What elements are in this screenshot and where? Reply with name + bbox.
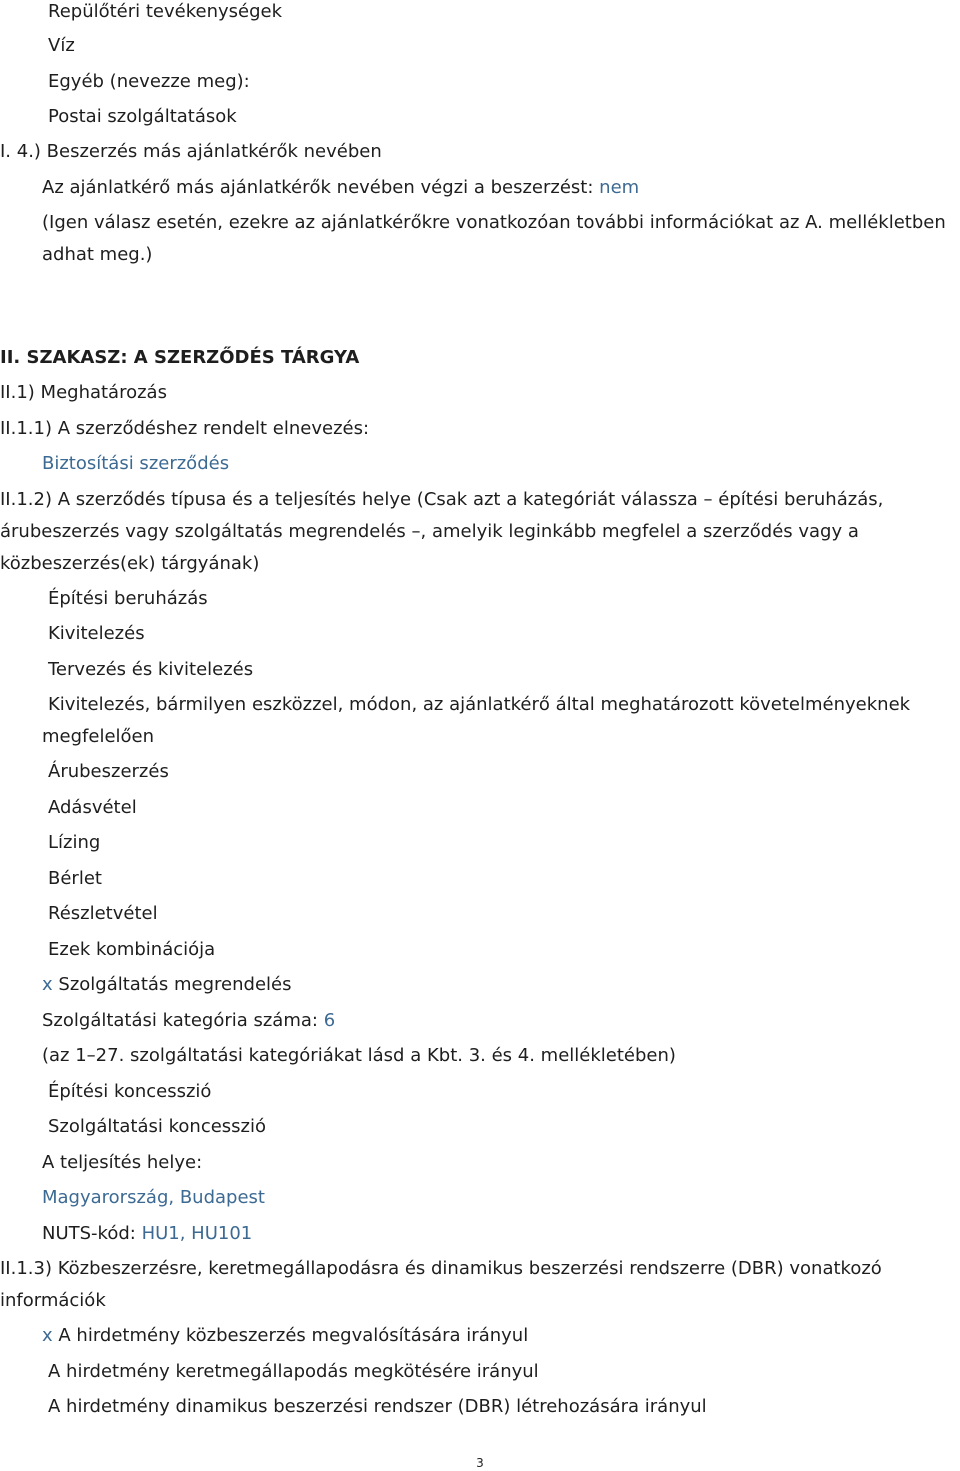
option-kozbeszerzes	[42, 1324, 528, 1348]
section-ii11-label: II.1.1) A szerződéshez rendelt elnevezés:	[0, 418, 370, 439]
section-ii12-text: II.1.2) A szerződés típusa és a teljesítés helye (Csak azt a kategóriát válassza – építési beruházás,	[0, 489, 884, 510]
section-i4-question	[42, 176, 639, 200]
kategoria-value: 6	[323, 1010, 336, 1031]
section-ii12-text-3: közbeszerzés(ek) tárgyának)	[0, 553, 260, 574]
option-kombinacio: Ezek kombinációja	[48, 939, 216, 960]
option-szolg-koncesszio: Szolgáltatási koncesszió	[48, 1116, 267, 1137]
answer-value: nem	[599, 177, 640, 198]
option-adasvetel: Adásvétel	[48, 797, 137, 818]
question-text: Az ajánlatkérő más ajánlatkérők nevében végzi a beszerzést:	[42, 177, 594, 198]
option-keretmegallapodas: A hirdetmény keretmegállapodás megkötésére irányul	[48, 1361, 539, 1382]
option-egyeb: Egyéb (nevezze meg):	[48, 71, 250, 92]
section-ii-title: II. SZAKASZ: A SZERZŐDÉS TÁRGYA	[0, 347, 360, 368]
section-i4-heading: I. 4.) Beszerzés más ajánlatkérők nevében	[0, 141, 382, 162]
option-dbr: A hirdetmény dinamikus beszerzési rendszer (DBR) létrehozására irányul	[48, 1396, 707, 1417]
section-ii13-heading: II.1.3) Közbeszerzésre, keretmegállapodásra és dinamikus beszerzési rendszerre (DBR) vonatkozó	[0, 1258, 882, 1279]
section-ii1-heading: II.1) Meghatározás	[0, 382, 167, 403]
helye-label: A teljesítés helye:	[42, 1152, 203, 1173]
selected-mark: x	[42, 974, 53, 995]
option-arubeszerzes: Árubeszerzés	[48, 761, 169, 782]
option-lizing: Lízing	[48, 832, 101, 853]
selected-mark: x	[42, 1325, 53, 1346]
nuts-value: HU1, HU101	[141, 1223, 253, 1244]
page-number: 3	[476, 1456, 484, 1470]
option-epitesi-beruhazas: Építési beruházás	[48, 588, 208, 609]
option-reszletvetel: Részletvétel	[48, 903, 158, 924]
option-kivitelezes: Kivitelezés	[48, 623, 145, 644]
section-i4-note-cont: adhat meg.)	[42, 244, 153, 265]
option-berlet: Bérlet	[48, 868, 102, 889]
option-viz: Víz	[48, 35, 75, 56]
section-ii11-value: Biztosítási szerződés	[42, 453, 230, 474]
kategoria-note: (az 1–27. szolgáltatási kategóriákat lásd a Kbt. 3. és 4. mellékletében)	[42, 1045, 676, 1066]
nuts-label: NUTS-kód:	[42, 1223, 136, 1244]
section-ii12-text-2: árubeszerzés vagy szolgáltatás megrendelés –, amelyik leginkább megfelel a szerződés vagy a	[0, 521, 859, 542]
option-kozbeszerzes-label: A hirdetmény közbeszerzés megvalósítására irányul	[58, 1325, 529, 1346]
option-kivitelezes-barmilyen: Kivitelezés, bármilyen eszközzel, módon, az ajánlatkérő által meghatározott követelményeknek	[48, 694, 911, 715]
option-tervezes: Tervezés és kivitelezés	[48, 659, 254, 680]
section-i4-note: (Igen válasz esetén, ezekre az ajánlatkérőkre vonatkozóan további információkat az A. mellékletben	[42, 212, 946, 233]
helye-value: Magyarország, Budapest	[42, 1187, 265, 1208]
option-repuloteri: Repülőtéri tevékenységek	[48, 1, 283, 22]
option-postai: Postai szolgáltatások	[48, 106, 237, 127]
kategoria-row	[42, 1009, 335, 1033]
option-szolgaltatas	[42, 973, 292, 997]
option-epitesi-koncesszio: Építési koncesszió	[48, 1081, 212, 1102]
kategoria-label: Szolgáltatási kategória száma:	[42, 1010, 318, 1031]
nuts-row	[42, 1222, 252, 1246]
option-szolgaltatas-label: Szolgáltatás megrendelés	[58, 974, 292, 995]
section-ii13-heading-cont: információk	[0, 1290, 106, 1311]
option-kivitelezes-barmilyen-cont: megfelelően	[42, 726, 155, 747]
